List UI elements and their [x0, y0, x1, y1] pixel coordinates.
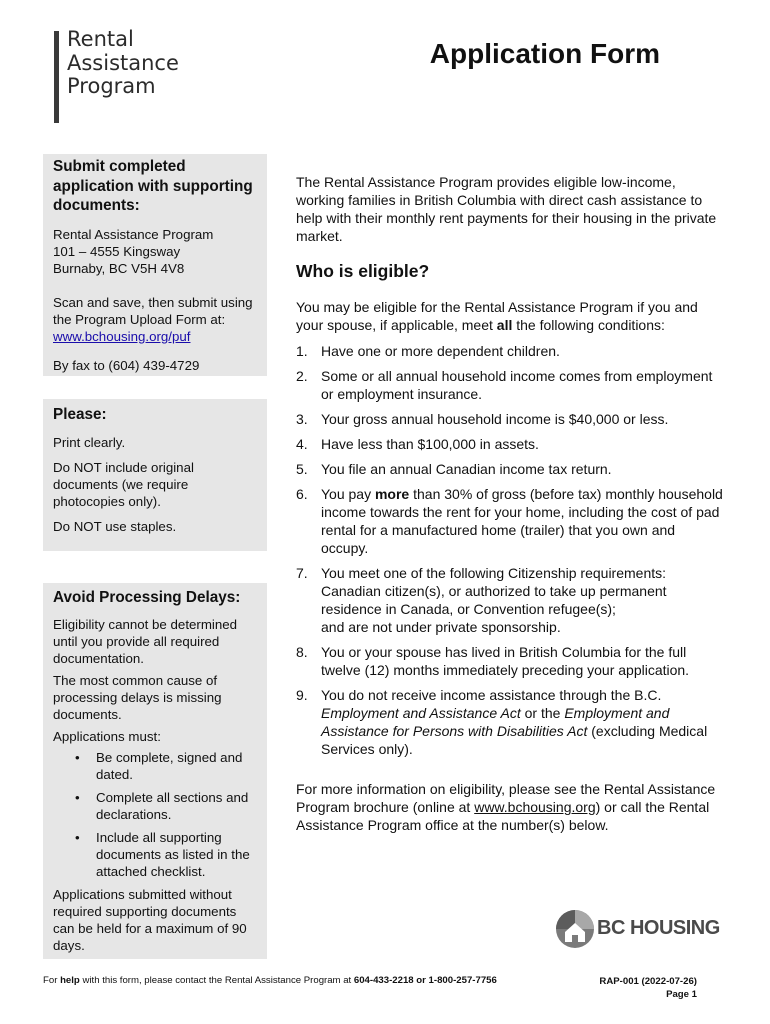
- condition-number: 8.: [296, 644, 308, 660]
- intro-paragraph: The Rental Assistance Program provides eligible low-income, working families in British Columbia with direct cash assistance to help with their monthly rent payments for their housing in the private market.: [296, 174, 717, 244]
- logo-text: [67, 28, 179, 99]
- list-item-text: Complete all sections and declarations.: [96, 789, 249, 822]
- footer-text: with this form, please contact the Rental Assistance Program at: [79, 975, 354, 986]
- condition-text: or the: [520, 705, 565, 721]
- condition-item: [296, 460, 726, 478]
- delays-box: [43, 583, 267, 959]
- condition-text: and are not under private sponsorship.: [321, 619, 561, 635]
- mailing-address: [53, 226, 257, 277]
- delays-paragraph: Eligibility cannot be determined until you provide all required documentation.: [53, 616, 238, 666]
- please-heading: Please:: [53, 406, 107, 423]
- condition-number: 5.: [296, 461, 308, 477]
- bc-housing-wordmark: BC HOUSING: [597, 917, 720, 939]
- condition-number: 6.: [296, 486, 308, 502]
- condition-text: Have one or more dependent children.: [321, 343, 560, 359]
- condition-text: Have less than $100,000 in assets.: [321, 436, 539, 452]
- condition-text: You file an annual Canadian income tax return.: [321, 461, 612, 477]
- list-item: [53, 829, 257, 880]
- please-item: Do NOT include original documents (we require photocopies only).: [53, 459, 194, 509]
- main-content: [296, 173, 726, 834]
- bullet-icon: •: [75, 829, 80, 845]
- condition-text: You pay: [321, 486, 375, 502]
- bchousing-link[interactable]: www.bchousing.org: [474, 799, 596, 815]
- condition-number: 7.: [296, 565, 308, 581]
- condition-item: [296, 686, 726, 758]
- logo-line: Assistance: [67, 50, 179, 75]
- condition-text: than 30% of gross (before tax) monthly household income towards the rent for your home, including the cost of pad rental for a manufactured home (trailer) that you own and occupy.: [321, 486, 723, 556]
- list-item: [53, 789, 257, 823]
- condition-item: [296, 564, 726, 636]
- requirements-list: [53, 749, 257, 880]
- address-line: 101 – 4555 Kingsway: [53, 243, 181, 259]
- condition-number: 3.: [296, 411, 308, 427]
- address-line: Rental Assistance Program: [53, 226, 214, 242]
- lead-text: You may be eligible for the Rental Assistance Program if you and your spouse, if applicable, meet: [296, 299, 698, 333]
- bc-housing-emblem-icon: [555, 908, 595, 950]
- more-info-text: ) or call the Rental Assistance Program office at the number(s) below.: [296, 799, 710, 833]
- more-info-text: For more information on eligibility, please see the Rental Assistance Program brochure (online at: [296, 781, 716, 815]
- condition-text: You or your spouse has lived in British Columbia for the full twelve (12) months immediately preceding your application.: [321, 644, 690, 678]
- please-item: Print clearly.: [53, 434, 126, 450]
- bullet-icon: •: [75, 749, 80, 765]
- page-title: Application Form: [429, 38, 660, 69]
- condition-text: Your gross annual household income is $40,000 or less.: [321, 411, 669, 427]
- footer-phone: 604-433-2218 or 1-800-257-7756: [353, 975, 497, 986]
- condition-item: [296, 410, 726, 428]
- footer-emphasis: help: [60, 975, 80, 986]
- condition-item: [296, 643, 726, 679]
- condition-number: 4.: [296, 436, 308, 452]
- submit-box: [43, 154, 267, 376]
- condition-item: [296, 485, 726, 557]
- condition-text: Some or all annual household income comes from employment or employment insurance.: [321, 368, 713, 402]
- lead-text: the following conditions:: [512, 317, 665, 333]
- footer-text: For: [43, 975, 61, 986]
- act-name: Employment and Assistance Act: [321, 705, 521, 721]
- list-item-text: Include all supporting documents as listed in the attached checklist.: [96, 829, 250, 879]
- form-code: RAP-001 (2022-07-26): [599, 976, 697, 987]
- footer-help: [43, 975, 497, 986]
- conditions-list: [296, 342, 726, 758]
- condition-number: 1.: [296, 343, 308, 359]
- bullet-icon: •: [75, 789, 80, 805]
- condition-item: [296, 342, 726, 360]
- footer-form-code: [599, 975, 697, 1001]
- condition-text: You meet one of the following Citizenship requirements: Canadian citizen(s), or authorized to take up permanent residence in Canada, or Convention refugee(s);: [321, 565, 667, 617]
- eligibility-lead: [296, 298, 726, 334]
- condition-number: 2.: [296, 368, 308, 384]
- logo-line: Rental: [67, 27, 134, 51]
- page-number: Page 1: [666, 989, 697, 1000]
- submit-heading: Submit completed application with supporting documents:: [53, 158, 253, 214]
- delays-paragraph: The most common cause of processing delays is missing documents.: [53, 672, 222, 722]
- condition-text: (excluding Medical Services only).: [321, 723, 708, 757]
- condition-emphasis: more: [374, 486, 410, 502]
- upload-form-link[interactable]: www.bchousing.org/puf: [53, 328, 191, 344]
- eligible-heading: Who is eligible?: [296, 261, 430, 281]
- list-item: [53, 749, 257, 783]
- condition-number: 9.: [296, 687, 308, 703]
- please-item: Do NOT use staples.: [53, 518, 177, 534]
- logo-line: Program: [67, 74, 156, 98]
- fax-text: By fax to (604) 439-4729: [53, 357, 200, 373]
- condition-item: [296, 367, 726, 403]
- address-line: Burnaby, BC V5H 4V8: [53, 260, 185, 276]
- scan-text: Scan and save, then submit using the Program Upload Form at:: [53, 294, 253, 327]
- condition-item: [296, 435, 726, 453]
- delays-paragraph: Applications submitted without required supporting documents can be held for a maximum of 90 days.: [53, 886, 247, 953]
- please-box: [43, 399, 267, 551]
- act-name: Employment and Assistance for Persons with Disabilities Act: [321, 705, 670, 739]
- scan-instructions: [53, 294, 257, 345]
- delays-paragraph: Applications must:: [53, 728, 161, 744]
- condition-text: You do not receive income assistance through the B.C.: [321, 687, 662, 703]
- bc-housing-logo: [555, 908, 720, 950]
- more-info-paragraph: [296, 780, 726, 834]
- lead-emphasis: all: [496, 317, 513, 333]
- delays-heading: Avoid Processing Delays:: [53, 589, 241, 606]
- logo-bar: [54, 31, 59, 123]
- list-item-text: Be complete, signed and dated.: [96, 749, 243, 782]
